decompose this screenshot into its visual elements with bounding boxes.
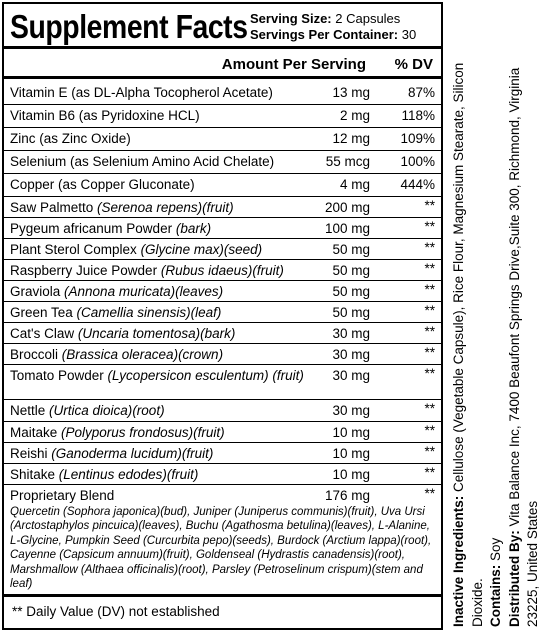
ingredient-name — [10, 403, 165, 419]
ingredient-amount: 50 mg — [332, 284, 370, 299]
inactive-ingredients-text: Cellulose (Vegetable Capsule), Rice Flour, Magnesium Stearate, Silicon Dioxide. — [451, 62, 485, 627]
ingredient-name — [10, 467, 198, 483]
table-row — [4, 128, 441, 151]
table-row — [4, 344, 441, 365]
ingredient-part: (leaf) — [190, 305, 222, 320]
ingredient-species: (Rubus idaeus) — [160, 263, 253, 278]
ingredient-species: (Annona muricata) — [64, 284, 176, 299]
ingredient-amount: 13 mg — [332, 85, 370, 100]
inactive-ingredients-label: Inactive Ingredients: — [451, 495, 466, 627]
distributed-by-label: Distributed By: — [506, 530, 522, 627]
ingredient-part: (crown) — [178, 347, 224, 362]
table-row — [4, 365, 441, 400]
ingredient-species: (Brassica oleracea) — [61, 347, 179, 362]
ingredient-species: (Ganoderma lucidum) — [51, 446, 182, 461]
servings-per-container-label: Servings Per Container: — [250, 27, 399, 42]
table-row — [4, 302, 441, 323]
ingredient-name — [10, 425, 225, 441]
ingredient-species: (Uncaria tomentosa) — [77, 326, 201, 341]
ingredient-label: Reishi — [10, 446, 52, 461]
ingredient-label: Maitake — [10, 425, 62, 440]
ingredient-name — [10, 221, 211, 237]
ingredient-amount: 50 mg — [332, 242, 370, 257]
ingredient-dv: ** — [424, 282, 435, 297]
ingredient-amount: 30 mg — [332, 326, 370, 341]
ingredient-part: (seed) — [223, 242, 263, 257]
panel-title: Supplement Facts — [10, 8, 248, 45]
ingredient-part: (leaves) — [175, 284, 224, 299]
ingredient-amount: 100 mg — [324, 221, 370, 236]
ingredient-name — [10, 154, 274, 170]
ingredient-label: Vitamin B6 (as Pyridoxine HCL) — [10, 108, 200, 123]
serving-info — [250, 11, 416, 43]
table-row — [4, 105, 441, 128]
ingredient-label: Green Tea — [10, 305, 77, 320]
ingredient-amount: 30 mg — [332, 347, 370, 362]
blend-dv: ** — [424, 486, 435, 501]
serving-size-label: Serving Size: — [250, 11, 332, 26]
distributed-by-text: Vita Balance Inc, 7400 Beaufont Springs Drive,Suite 300, Richmond, Virginia 23225, United States — [506, 67, 540, 627]
ingredient-amount: 10 mg — [332, 446, 370, 461]
ingredient-label: Plant Sterol Complex — [10, 242, 141, 257]
blend-description: Quercetin (Sophora japonica)(bud), Juniper (Juniperus communis)(fruit), Uva Ursi (Arctostaphylos pincuica)(leaves), Buchu (Agathosma betulina)(leaves), L-Alanine, L-Glycine, Pumpkin Seed (Curcurbita pepo)(seeds), Burdock (Arctium lappa)(root), Cayenne (Capsicum annuum)(fruit), Goldenseal (Hydrastis canadensis)(root), Marshmallow (Althaea officinalis)(root), Parsley (Petroselinum crispum)(stem and leaf) — [10, 506, 432, 591]
ingredient-part: (fruit) — [268, 368, 304, 383]
ingredient-label: Vitamin E (as DL-Alpha Tocopherol Acetate) — [10, 85, 273, 100]
ingredient-label: Copper (as Copper Gluconate) — [10, 177, 195, 192]
ingredient-dv: ** — [424, 303, 435, 318]
ingredient-label: Saw Palmetto — [10, 200, 98, 215]
ingredient-amount: 55 mcg — [325, 154, 370, 169]
table-row — [4, 422, 441, 443]
ingredient-name — [10, 131, 131, 147]
table-row — [4, 464, 441, 485]
table-row — [4, 443, 441, 464]
amount-column-header: Amount Per Serving — [221, 56, 366, 73]
ingredient-species: (Lycopersicon esculentum) — [107, 368, 269, 383]
ingredient-part: (root) — [132, 403, 165, 418]
ingredient-label: Graviola — [10, 284, 65, 299]
ingredient-label: Raspberry Juice Powder — [10, 263, 161, 278]
ingredient-name — [10, 108, 200, 124]
ingredient-part: (fruit) — [193, 425, 225, 440]
serving-size-value: 2 Capsules — [331, 11, 401, 26]
ingredient-dv: 109% — [400, 131, 435, 146]
footer — [4, 594, 441, 628]
ingredient-name — [10, 326, 235, 342]
ingredient-species: (Glycine max) — [140, 242, 224, 257]
ingredient-dv: 87% — [407, 85, 435, 100]
ingredient-part: (bark) — [200, 326, 236, 341]
ingredient-dv: ** — [424, 465, 435, 480]
table-row — [4, 151, 441, 174]
ingredient-name — [10, 85, 273, 101]
proprietary-blend-row — [4, 485, 441, 591]
servings-per-container-value: 30 — [398, 27, 417, 42]
ingredient-name — [10, 347, 223, 363]
table-row — [4, 323, 441, 344]
ingredient-dv: ** — [424, 198, 435, 213]
side-label-text — [450, 27, 542, 627]
ingredient-dv: ** — [424, 324, 435, 339]
ingredient-name — [10, 284, 223, 300]
ingredient-dv: 118% — [401, 108, 435, 123]
ingredient-amount: 4 mg — [339, 177, 370, 192]
ingredient-part: (fruit) — [252, 263, 284, 278]
ingredient-species: (Serenoa repens) — [97, 200, 203, 215]
table-row — [4, 239, 441, 260]
ingredient-amount: 10 mg — [332, 425, 370, 440]
ingredient-part: (fruit) — [181, 446, 214, 461]
table-row — [4, 400, 441, 422]
panel-header — [4, 4, 441, 49]
ingredient-label: Nettle — [10, 403, 50, 418]
ingredient-label: Cat's Claw — [10, 326, 78, 341]
ingredient-label: Pygeum africanum Powder — [10, 221, 176, 236]
ingredient-species: (Polyporus frondosus) — [61, 425, 194, 440]
distributed-by — [506, 27, 542, 627]
supplement-facts-panel — [2, 2, 443, 630]
table-row — [4, 82, 441, 105]
contains-label: Contains: — [488, 564, 503, 627]
ingredient-species: (Camellia sinensis) — [76, 305, 191, 320]
dv-column-header: % DV — [394, 56, 433, 73]
nutrient-table — [4, 82, 441, 591]
ingredient-amount: 50 mg — [332, 305, 370, 320]
ingredient-dv: ** — [424, 444, 435, 459]
ingredient-dv: 444% — [400, 177, 435, 192]
contains — [487, 27, 506, 627]
inactive-ingredients — [450, 27, 487, 627]
ingredient-dv: ** — [424, 366, 435, 381]
table-row — [4, 281, 441, 302]
ingredient-species: (Lentinus edodes) — [58, 467, 167, 482]
ingredient-label: Selenium (as Selenium Amino Acid Chelate) — [10, 154, 275, 169]
ingredient-dv: ** — [424, 345, 435, 360]
ingredient-name — [10, 263, 284, 279]
ingredient-dv: ** — [424, 401, 435, 416]
ingredient-species: (bark) — [175, 221, 212, 236]
ingredient-dv: ** — [424, 423, 435, 438]
ingredient-amount: 12 mg — [332, 131, 370, 146]
ingredient-label: Broccoli — [10, 347, 62, 362]
ingredient-amount: 30 mg — [332, 368, 370, 383]
ingredient-dv: ** — [424, 261, 435, 276]
ingredient-label: Tomato Powder — [10, 368, 108, 383]
ingredient-part: (fruit) — [202, 200, 234, 215]
table-row — [4, 260, 441, 281]
ingredient-name — [10, 446, 213, 462]
ingredient-dv: ** — [424, 240, 435, 255]
ingredient-name — [10, 305, 221, 321]
contains-text: Soy — [488, 537, 503, 565]
ingredient-part: (fruit) — [166, 467, 199, 482]
ingredient-amount: 200 mg — [324, 200, 370, 215]
dv-footnote: ** Daily Value (DV) not established — [12, 604, 220, 619]
ingredient-amount: 50 mg — [332, 263, 370, 278]
ingredient-name — [10, 200, 234, 216]
ingredient-amount: 30 mg — [332, 403, 370, 418]
ingredient-name — [10, 242, 262, 258]
ingredient-label: Shitake — [10, 467, 59, 482]
ingredient-amount: 10 mg — [332, 467, 370, 482]
blend-amount: 176 mg — [324, 488, 370, 503]
table-row — [4, 218, 441, 239]
ingredient-species: (Urtica dioica) — [49, 403, 133, 418]
ingredient-label: Zinc (as Zinc Oxide) — [10, 131, 131, 146]
ingredient-amount: 2 mg — [339, 108, 370, 123]
ingredient-dv: ** — [424, 219, 435, 234]
blend-name: Proprietary Blend — [10, 488, 115, 503]
ingredient-dv: 100% — [400, 154, 435, 169]
table-row — [4, 197, 441, 218]
ingredient-name — [10, 177, 195, 193]
table-row — [4, 174, 441, 197]
column-header — [4, 52, 441, 79]
ingredient-name — [10, 368, 310, 384]
